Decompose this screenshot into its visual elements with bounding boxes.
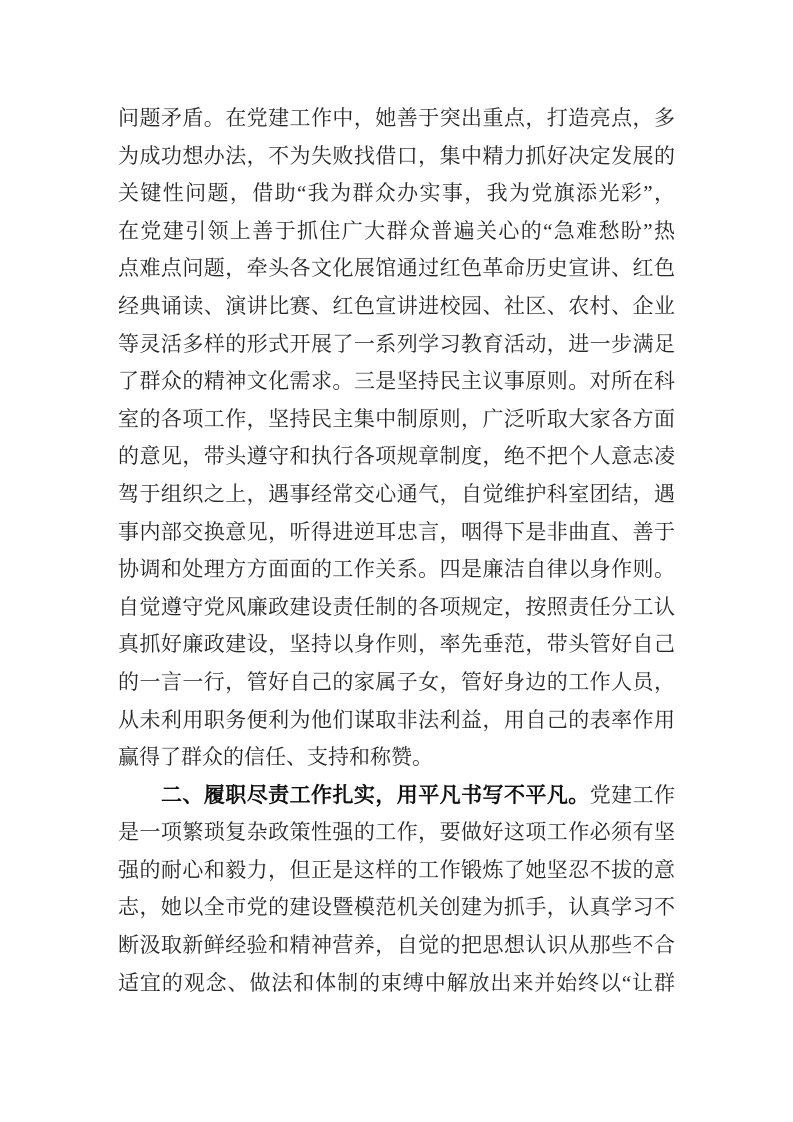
body-text: 室的各项工作，坚持民主集中制原则，广泛听取大家各方面 bbox=[118, 406, 675, 431]
body-text: 协调和处理方方面面的工作关系。四是廉洁自律以身作则。 bbox=[118, 557, 675, 582]
text-line bbox=[118, 326, 675, 364]
body-text: 是一项繁琐复杂政策性强的工作，要做好这项工作必须有坚 bbox=[118, 820, 675, 845]
text-line bbox=[118, 814, 675, 852]
body-text: 的意见，带头遵守和执行各项规章制度，绝不把个人意志凌 bbox=[118, 444, 675, 469]
text-line bbox=[118, 514, 675, 552]
text-line bbox=[118, 664, 675, 702]
body-text: 等灵活多样的形式开展了一系列学习教育活动，进一步满足 bbox=[118, 331, 675, 356]
text-line bbox=[118, 889, 675, 927]
body-text: 问题矛盾。在党建工作中，她善于突出重点，打造亮点，多 bbox=[118, 106, 675, 130]
body-text: 真抓好廉政建设，坚持以身作则，率先垂范，带头管好自己 bbox=[118, 632, 675, 657]
body-text: 经典诵读、演讲比赛、红色宣讲进校园、社区、农村、企业 bbox=[118, 293, 675, 318]
text-line bbox=[118, 100, 675, 138]
text-line bbox=[118, 213, 675, 251]
text-line bbox=[118, 777, 675, 815]
body-text: 断汲取新鲜经验和精神营养，自觉的把思想认识从那些不合 bbox=[118, 933, 675, 958]
text-line bbox=[118, 702, 675, 740]
text-line bbox=[118, 927, 675, 965]
text-line bbox=[118, 288, 675, 326]
text-line bbox=[118, 250, 675, 288]
text-line bbox=[118, 438, 675, 476]
text-line bbox=[118, 401, 675, 439]
text-line bbox=[118, 476, 675, 514]
body-text: 适宜的观念、做法和体制的束缚中解放出来并始终以“让群 bbox=[118, 970, 675, 995]
body-text: 点难点问题，牵头各文化展馆通过红色革命历史宣讲、红色 bbox=[118, 256, 675, 281]
body-text: 强的耐心和毅力，但正是这样的工作锻炼了她坚忍不拔的意 bbox=[118, 857, 675, 882]
section-heading-text: 二、履职尽责工作扎实，用平凡书写不平凡。 bbox=[161, 783, 590, 807]
text-line bbox=[118, 965, 675, 1003]
body-text: 关键性问题，借助“我为群众办实事，我为党旗添光彩”， bbox=[118, 181, 675, 206]
body-text: 的一言一行，管好自己的家属子女，管好身边的工作人员， bbox=[118, 669, 675, 694]
text-line bbox=[118, 138, 675, 176]
text-line bbox=[118, 175, 675, 213]
text-line bbox=[118, 852, 675, 890]
body-text: 在党建引领上善于抓住广大群众普遍关心的“急难愁盼”热 bbox=[118, 218, 675, 243]
body-text: 事内部交换意见，听得进逆耳忠言，咽得下是非曲直、善于 bbox=[118, 519, 675, 544]
body-text: 党建工作 bbox=[589, 782, 675, 807]
body-text: 志，她以全市党的建设暨模范机关创建为抓手，认真学习不 bbox=[118, 895, 675, 920]
body-text: 了群众的精神文化需求。三是坚持民主议事原则。对所在科 bbox=[118, 369, 675, 394]
text-line bbox=[118, 589, 675, 627]
body-text: 为成功想办法，不为失败找借口，集中精力抓好决定发展的 bbox=[118, 143, 675, 168]
body-text: 驾于组织之上，遇事经常交心通气，自觉维护科室团结，遇 bbox=[118, 481, 675, 506]
text-line bbox=[118, 363, 675, 401]
body-text: 自觉遵守党风廉政建设责任制的各项规定，按照责任分工认 bbox=[118, 594, 675, 619]
body-text: 赢得了群众的信任、支持和称赞。 bbox=[118, 745, 433, 770]
document-body bbox=[118, 100, 675, 1002]
text-line bbox=[118, 626, 675, 664]
body-text: 从未利用职务便利为他们谋取非法利益，用自己的表率作用 bbox=[118, 707, 675, 732]
text-line bbox=[118, 739, 675, 777]
text-line bbox=[118, 551, 675, 589]
